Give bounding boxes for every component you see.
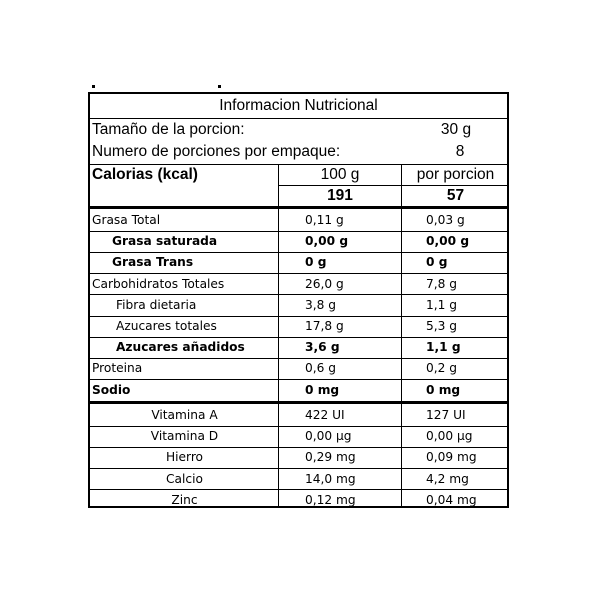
vitamin-row (90, 469, 507, 490)
nutrient-per-100g: 3,8 g (305, 297, 336, 312)
vitamin-per-serving: 4,2 mg (426, 471, 469, 486)
per-100g-header: 100 g (320, 166, 360, 183)
nutrient-label: Carbohidratos Totales (92, 276, 225, 291)
nutrient-row (90, 358, 507, 379)
label-title: Informacion Nutricional (90, 94, 507, 119)
serving-size-label: Tamaño de la porcion: (92, 121, 245, 138)
divider (90, 164, 507, 165)
nutrient-per-100g: 17,8 g (305, 319, 344, 333)
nutrient-label: Azucares añadidos (116, 340, 245, 355)
serving-size-value: 30 g (440, 121, 472, 138)
vitamin-label: Vitamina A (151, 408, 218, 422)
divider (278, 185, 507, 186)
vitamin-per-serving: 0,00 µg (426, 429, 473, 444)
nutrient-per-100g: 26,0 g (305, 276, 344, 291)
nutrient-per-100g: 0 g (305, 255, 327, 270)
section-divider-thick (90, 206, 507, 209)
nutrient-per-100g: 0,11 g (305, 213, 344, 227)
vitamin-label: Vitamina D (150, 429, 219, 444)
vitamin-row (90, 426, 507, 447)
calories-per-100g: 191 (327, 187, 353, 204)
nutrient-per-serving: 0 g (426, 255, 448, 270)
nutrient-per-100g: 3,6 g (305, 340, 340, 355)
column-divider (278, 402, 279, 506)
nutrient-label: Fibra dietaria (116, 297, 197, 312)
vitamin-label: Zinc (171, 492, 198, 507)
vitamin-per-100g: 422 UI (305, 408, 345, 422)
nutrient-per-serving: 0 mg (426, 382, 461, 397)
vitamin-row (90, 490, 507, 511)
nutrient-label: Grasa saturada (112, 234, 218, 249)
nutrient-row (90, 210, 507, 231)
nutrient-per-serving: 1,1 g (426, 297, 457, 312)
vitamin-row (90, 447, 507, 468)
nutrient-label: Grasa Total (92, 213, 161, 227)
nutrient-row (90, 231, 507, 252)
nutrient-row (90, 316, 507, 337)
nutrient-per-serving: 5,3 g (426, 319, 457, 333)
column-divider (278, 206, 279, 401)
nutrient-row (90, 274, 507, 295)
calories-per-serving: 57 (446, 187, 465, 204)
vitamin-label: Calcio (166, 471, 203, 486)
vitamin-per-100g: 0,12 mg (305, 492, 356, 507)
vitamin-per-100g: 0,00 µg (305, 429, 352, 444)
vitamin-per-serving: 0,04 mg (426, 492, 477, 507)
nutrient-label: Grasa Trans (112, 255, 194, 270)
vitamin-label: Hierro (165, 450, 204, 465)
vitamin-per-100g: 14,0 mg (305, 471, 356, 486)
nutrient-per-serving: 7,8 g (426, 276, 457, 291)
top-edge-marks (92, 85, 222, 88)
column-divider (401, 402, 402, 506)
calories-label: Calorias (kcal) (92, 166, 198, 183)
nutrient-label: Proteina (92, 361, 143, 376)
nutrient-row (90, 295, 507, 316)
vitamin-per-100g: 0,29 mg (305, 450, 356, 465)
nutrient-per-serving: 0,00 g (426, 234, 470, 249)
vitamin-per-serving: 0,09 mg (426, 450, 477, 465)
nutrient-label: Sodio (92, 382, 131, 397)
vitamin-row (90, 405, 507, 426)
vitamin-per-serving: 127 UI (426, 408, 466, 422)
nutrient-per-serving: 0,03 g (426, 213, 465, 227)
servings-per-container-value: 8 (455, 143, 465, 160)
nutrition-facts-label (88, 92, 509, 508)
nutrient-row (90, 380, 507, 401)
nutrient-per-100g: 0 mg (305, 382, 340, 397)
nutrient-per-serving: 0,2 g (426, 361, 457, 376)
column-divider (401, 206, 402, 401)
per-serving-header: por porcion (416, 166, 495, 183)
nutrient-per-100g: 0,00 g (305, 234, 349, 249)
nutrient-per-serving: 1,1 g (426, 340, 461, 355)
nutrient-row (90, 252, 507, 273)
nutrient-per-100g: 0,6 g (305, 361, 336, 376)
servings-per-container-label: Numero de porciones por empaque: (92, 143, 341, 160)
section-divider-thick (90, 401, 507, 404)
nutrient-label: Azucares totales (116, 319, 217, 333)
nutrient-row (90, 337, 507, 358)
